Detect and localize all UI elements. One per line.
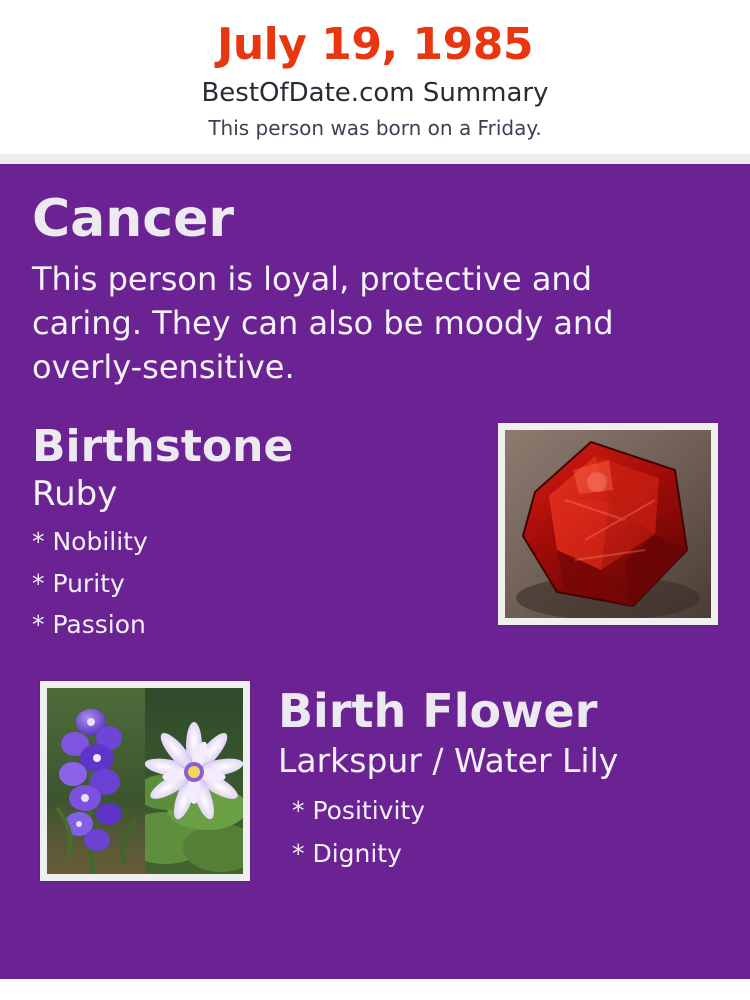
larkspur-photo xyxy=(47,688,145,874)
birth-flower-name: Larkspur / Water Lily xyxy=(278,740,619,780)
birth-flower-trait: * Dignity xyxy=(292,839,402,869)
page-title: July 19, 1985 xyxy=(216,19,533,70)
header-divider xyxy=(0,154,750,164)
birthstone-trait: * Passion xyxy=(32,610,146,640)
water-lily-illustration xyxy=(145,688,243,874)
card-header xyxy=(0,0,750,154)
birth-flower-heading: Birth Flower xyxy=(278,684,598,739)
ruby-gemstone-photo xyxy=(505,430,711,618)
birth-flower-photos xyxy=(47,688,243,874)
site-summary-subtitle: BestOfDate.com Summary xyxy=(201,78,549,109)
birthstone-heading: Birthstone xyxy=(32,421,294,473)
born-day-text: This person was born on a Friday. xyxy=(208,116,542,141)
birthstone-name: Ruby xyxy=(32,473,118,514)
birthstone-photo-frame xyxy=(498,423,718,625)
birth-flower-section xyxy=(32,681,718,896)
birthstone-text xyxy=(32,423,472,639)
birthstone-section xyxy=(32,423,718,653)
water-lily-photo xyxy=(145,688,243,874)
birth-flower-photo-frame xyxy=(40,681,250,881)
zodiac-sign-name: Cancer xyxy=(32,189,235,250)
birthstone-trait: * Purity xyxy=(32,568,125,598)
larkspur-illustration xyxy=(47,688,145,874)
birth-flower-trait: * Positivity xyxy=(292,795,425,825)
ruby-gemstone-illustration xyxy=(505,430,711,618)
zodiac-description: This person is loyal, protective and caring. They can also be moody and overly-sensitive. xyxy=(32,259,614,387)
birth-flower-text xyxy=(278,681,718,867)
birthstone-trait: * Nobility xyxy=(32,527,148,557)
details-panel xyxy=(0,164,750,979)
